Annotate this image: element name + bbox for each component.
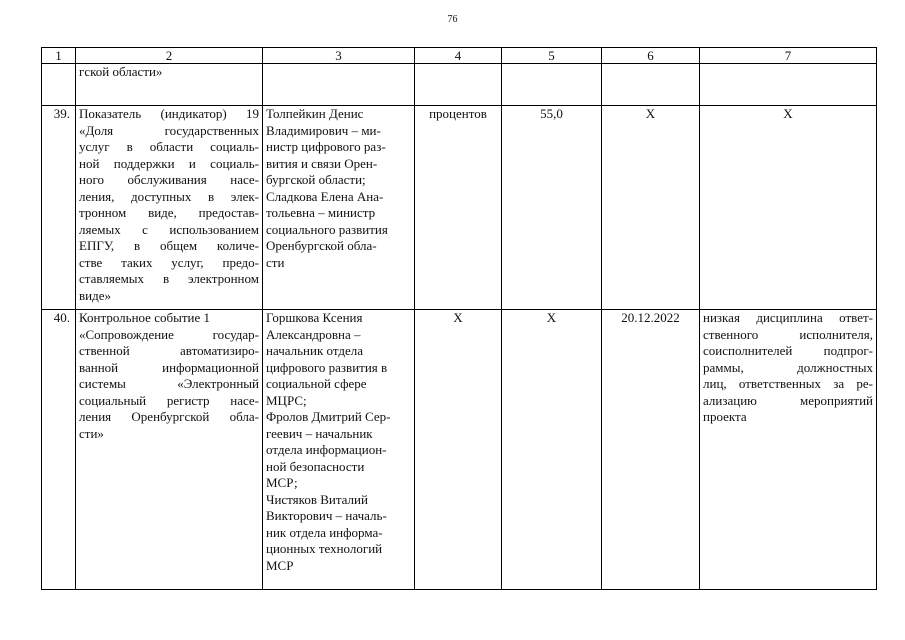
text-line: системы «Электронный	[79, 376, 259, 391]
text-line: бургской области;	[266, 172, 366, 187]
text-line: сти»	[79, 425, 104, 441]
header-cell: 7	[700, 48, 877, 64]
value-cell: 55,0	[502, 106, 602, 310]
date-cell: Х	[602, 106, 700, 310]
text-line: ставляемых в электронном	[79, 271, 259, 286]
text-line: Толпейкин Денис	[266, 106, 364, 121]
header-cell: 4	[415, 48, 502, 64]
header-cell: 6	[602, 48, 700, 64]
text-line: Показатель (индикатор) 19	[79, 106, 259, 121]
header-cell: 2	[76, 48, 263, 64]
text-line: ной поддержки и социаль-	[79, 155, 259, 171]
text-line: «Сопровождение государ-	[79, 326, 259, 342]
risk-description	[700, 310, 877, 590]
text-line: «Доля государственных	[79, 122, 259, 138]
text-line: тольевна – министр	[266, 205, 376, 220]
date-cell: 20.12.2022	[602, 310, 700, 590]
text-line: Контрольное событие 1	[79, 310, 210, 325]
text-line: низкая дисциплина ответ-	[703, 310, 873, 325]
text-line: ственного исполнителя,	[703, 326, 873, 342]
event-description	[76, 310, 263, 590]
text-line: проекта	[703, 409, 747, 424]
continuation-row	[42, 64, 877, 106]
text-line: Сладкова Елена Ана-	[266, 188, 384, 204]
text-line: ственной автоматизиро-	[79, 343, 259, 358]
text-line: ционных технологий	[266, 541, 383, 556]
text-line: услуг в области социаль-	[79, 139, 259, 154]
text-line: ления Оренбургской обла-	[79, 409, 259, 424]
header-cell: 3	[263, 48, 415, 64]
text-line: ного обслуживания насе-	[79, 172, 259, 187]
header-cell: 1	[42, 48, 76, 64]
risk-cell: Х	[700, 106, 877, 310]
text-line: стве таких услуг, предо-	[79, 254, 259, 270]
text-line: Горшкова Ксения	[266, 310, 363, 325]
row-number: 40.	[42, 310, 76, 590]
unit-cell: процентов	[415, 106, 502, 310]
text-line: ляемых с использованием	[79, 221, 259, 237]
text-line: цифрового развития в	[266, 359, 388, 375]
table-header-row	[42, 48, 877, 64]
text-line: Александровна –	[266, 326, 361, 342]
text-line: социальной сфере	[266, 376, 367, 391]
text-line: Фролов Дмитрий Сер-	[266, 409, 391, 424]
text-line: ализацию мероприятий	[703, 392, 873, 408]
value-cell: Х	[502, 310, 602, 590]
unit-cell: Х	[415, 310, 502, 590]
table-row	[42, 310, 877, 590]
text-line: Владимирович – ми-	[266, 122, 381, 138]
text-line: раммы, должностных	[703, 359, 873, 375]
text-line: ванной информационной	[79, 359, 259, 375]
text-line: Оренбургской обла-	[266, 238, 377, 253]
text-line: геевич – начальник	[266, 425, 373, 441]
text-line: нистр цифрового раз-	[266, 139, 386, 154]
text-line: отдела информацион-	[266, 442, 387, 457]
header-cell: 5	[502, 48, 602, 64]
text-line: ной безопасности	[266, 458, 365, 474]
text-line: сти	[266, 254, 285, 270]
text-line: Чистяков Виталий	[266, 491, 368, 507]
text-line: социального развития	[266, 221, 388, 237]
table-row	[42, 106, 877, 310]
text-line: ник отдела информа-	[266, 524, 383, 540]
text-line: МСР	[266, 557, 294, 573]
text-line: виде»	[79, 287, 111, 303]
responsible-persons	[263, 310, 415, 590]
page-number: 76	[447, 14, 458, 25]
responsible-persons	[263, 106, 415, 310]
text-line: ЕПГУ, в общем количе-	[79, 238, 259, 253]
indicator-table	[41, 47, 877, 590]
indicator-description	[76, 106, 263, 310]
row-number: 39.	[42, 106, 76, 310]
text-line: Викторович – началь-	[266, 508, 387, 523]
continuation-text: гской области»	[76, 64, 263, 106]
text-line: социальный регистр насе-	[79, 392, 259, 408]
text-line: соисполнителей подпрог-	[703, 343, 873, 358]
text-line: тронном виде, предостав-	[79, 205, 259, 220]
text-line: вития и связи Орен-	[266, 155, 378, 171]
text-line: ления, доступных в элек-	[79, 188, 259, 204]
text-line: МСР;	[266, 475, 298, 490]
text-line: МЦРС;	[266, 392, 307, 408]
text-line: лиц, ответственных за ре-	[703, 376, 873, 391]
text-line: начальник отдела	[266, 343, 364, 358]
